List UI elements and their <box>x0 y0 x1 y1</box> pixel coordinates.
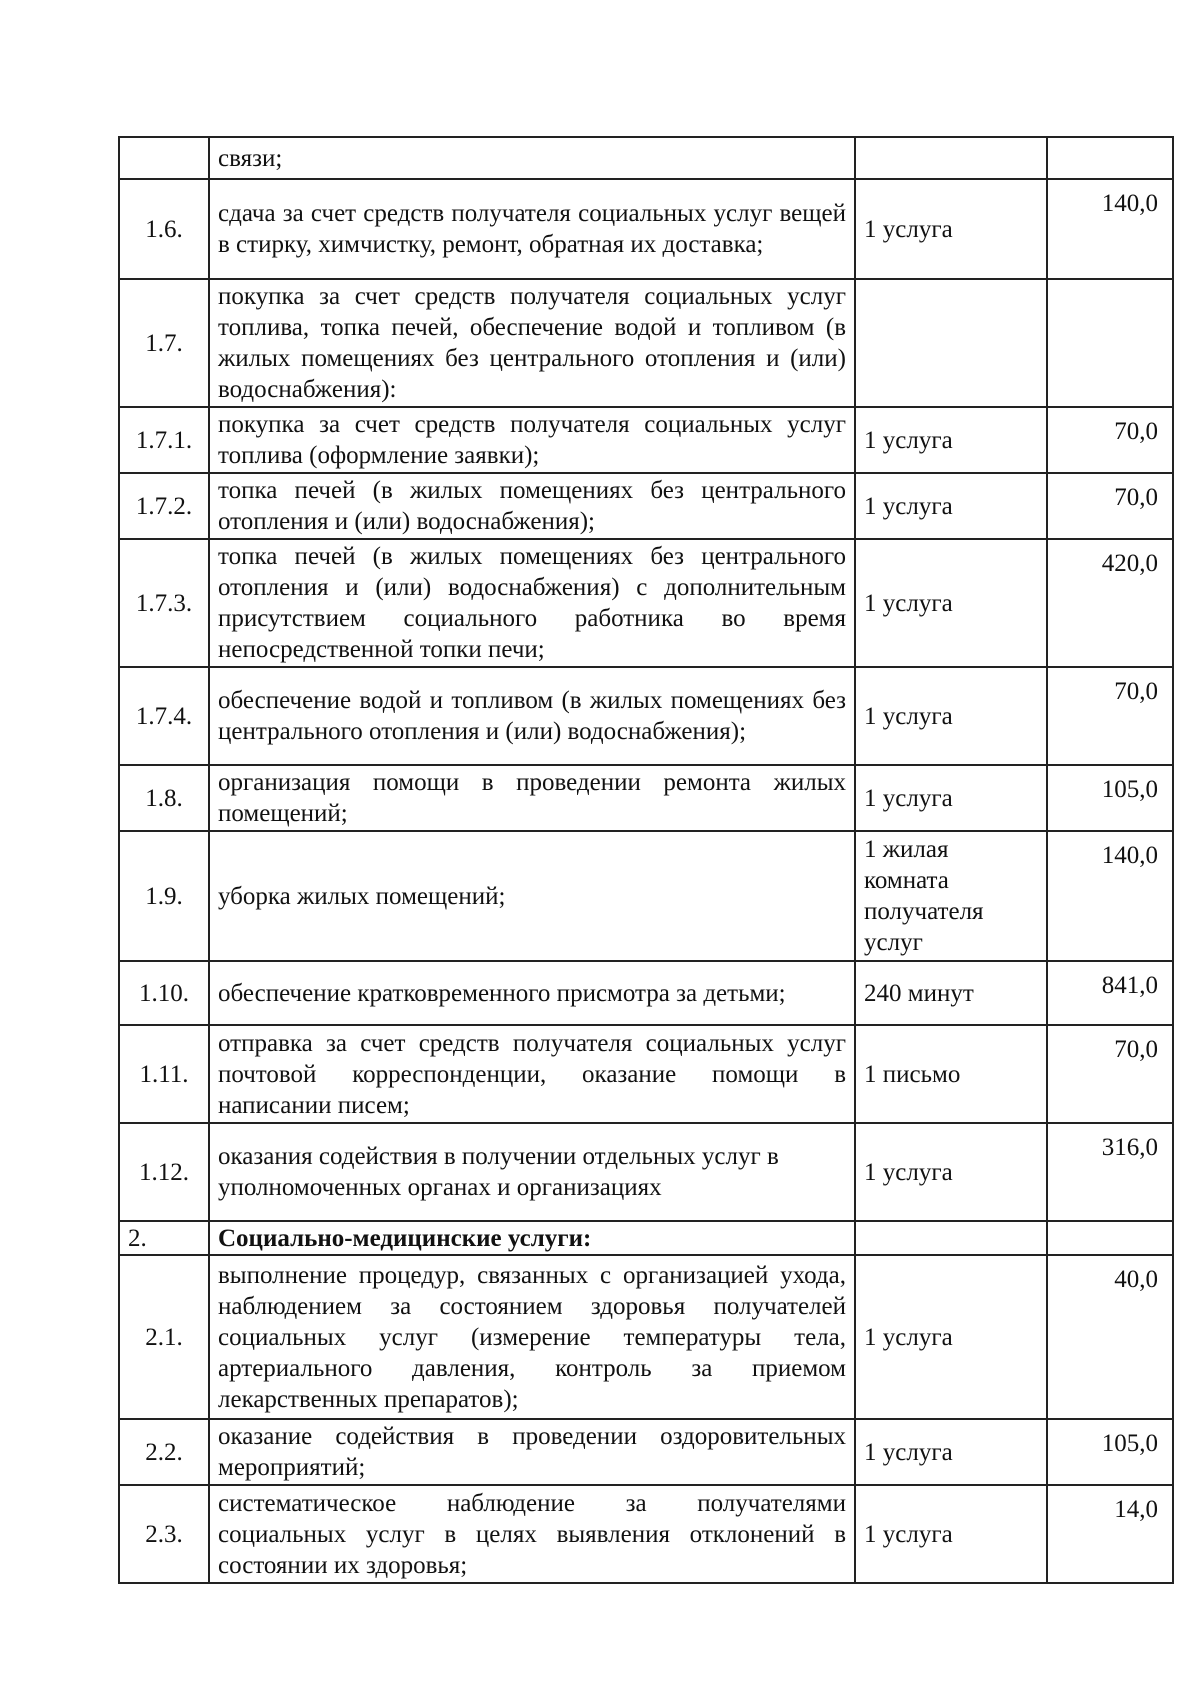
section-number: 2. <box>119 1221 209 1255</box>
service-unit: 1 письмо <box>855 1025 1047 1123</box>
service-price: 70,0 <box>1047 407 1173 473</box>
service-price: 140,0 <box>1047 831 1173 961</box>
table-row <box>119 831 1173 961</box>
row-number: 1.11. <box>119 1025 209 1123</box>
service-unit: 1 услуга <box>855 539 1047 667</box>
table-row <box>119 137 1173 179</box>
service-name: топка печей (в жилых помещениях без центрального отопления и (или) водоснабжения); <box>209 473 855 539</box>
table-row <box>119 407 1173 473</box>
service-price: 70,0 <box>1047 667 1173 765</box>
service-unit: 1 жилая комната получателя услуг <box>855 831 1047 961</box>
document-page <box>118 136 1174 1584</box>
service-name: сдача за счет средств получателя социальных услуг вещей в стирку, химчистку, ремонт, обратная их доставка; <box>209 179 855 279</box>
service-price: 841,0 <box>1047 961 1173 1025</box>
table-row <box>119 961 1173 1025</box>
row-number: 1.12. <box>119 1123 209 1221</box>
service-unit: 1 услуга <box>855 667 1047 765</box>
service-name: связи; <box>209 137 855 179</box>
service-unit: 1 услуга <box>855 179 1047 279</box>
row-number <box>119 137 209 179</box>
table-row <box>119 279 1173 407</box>
service-price: 105,0 <box>1047 1419 1173 1485</box>
service-name: организация помощи в проведении ремонта жилых помещений; <box>209 765 855 831</box>
service-price: 420,0 <box>1047 539 1173 667</box>
table-row <box>119 1123 1173 1221</box>
row-number: 1.7. <box>119 279 209 407</box>
service-price: 40,0 <box>1047 1255 1173 1419</box>
service-name: топка печей (в жилых помещениях без центрального отопления и (или) водоснабжения) с дополнительным присутствием социального работника во время непосредственной топки печи; <box>209 539 855 667</box>
service-price: 105,0 <box>1047 765 1173 831</box>
service-price: 70,0 <box>1047 1025 1173 1123</box>
service-price <box>1047 137 1173 179</box>
service-name: отправка за счет средств получателя социальных услуг почтовой корреспонденции, оказание помощи в написании писем; <box>209 1025 855 1123</box>
service-name: обеспечение кратковременного присмотра за детьми; <box>209 961 855 1025</box>
service-price <box>1047 1221 1173 1255</box>
service-name: уборка жилых помещений; <box>209 831 855 961</box>
service-unit: 1 услуга <box>855 1255 1047 1419</box>
row-number: 2.2. <box>119 1419 209 1485</box>
table-row <box>119 1485 1173 1583</box>
service-price: 316,0 <box>1047 1123 1173 1221</box>
service-unit: 1 услуга <box>855 765 1047 831</box>
table-row <box>119 1025 1173 1123</box>
service-name: покупка за счет средств получателя социальных услуг топлива, топка печей, обеспечение водой и топливом (в жилых помещениях без центрального отопления и (или) водоснабжения): <box>209 279 855 407</box>
service-price: 70,0 <box>1047 473 1173 539</box>
table-row <box>119 765 1173 831</box>
service-price <box>1047 279 1173 407</box>
service-name: оказания содействия в получении отдельных услуг в уполномоченных органах и организациях <box>209 1123 855 1221</box>
service-unit: 1 услуга <box>855 1485 1047 1583</box>
service-unit <box>855 279 1047 407</box>
row-number: 1.7.4. <box>119 667 209 765</box>
service-unit: 1 услуга <box>855 1419 1047 1485</box>
section-title: Социально-медицинские услуги: <box>209 1221 855 1255</box>
section-header-row <box>119 1221 1173 1255</box>
row-number: 1.10. <box>119 961 209 1025</box>
service-name: оказание содействия в проведении оздоровительных мероприятий; <box>209 1419 855 1485</box>
table-row <box>119 539 1173 667</box>
row-number: 2.1. <box>119 1255 209 1419</box>
service-unit: 1 услуга <box>855 1123 1047 1221</box>
services-tariff-table <box>118 136 1174 1584</box>
service-unit <box>855 1221 1047 1255</box>
service-name: обеспечение водой и топливом (в жилых помещениях без центрального отопления и (или) водоснабжения); <box>209 667 855 765</box>
row-number: 2.3. <box>119 1485 209 1583</box>
row-number: 1.8. <box>119 765 209 831</box>
service-unit: 1 услуга <box>855 473 1047 539</box>
service-name: покупка за счет средств получателя социальных услуг топлива (оформление заявки); <box>209 407 855 473</box>
table-row <box>119 1419 1173 1485</box>
row-number: 1.6. <box>119 179 209 279</box>
row-number: 1.7.1. <box>119 407 209 473</box>
table-row <box>119 667 1173 765</box>
service-price: 14,0 <box>1047 1485 1173 1583</box>
service-name: систематическое наблюдение за получателями социальных услуг в целях выявления отклонений в состоянии их здоровья; <box>209 1485 855 1583</box>
table-row <box>119 1255 1173 1419</box>
row-number: 1.9. <box>119 831 209 961</box>
service-price: 140,0 <box>1047 179 1173 279</box>
service-unit: 240 минут <box>855 961 1047 1025</box>
service-name: выполнение процедур, связанных с организацией ухода, наблюдением за состоянием здоровья получателей социальных услуг (измерение температуры тела, артериального давления, контроль за приемом лекарственных препаратов); <box>209 1255 855 1419</box>
row-number: 1.7.3. <box>119 539 209 667</box>
row-number: 1.7.2. <box>119 473 209 539</box>
service-unit: 1 услуга <box>855 407 1047 473</box>
service-unit <box>855 137 1047 179</box>
table-row <box>119 179 1173 279</box>
table-row <box>119 473 1173 539</box>
